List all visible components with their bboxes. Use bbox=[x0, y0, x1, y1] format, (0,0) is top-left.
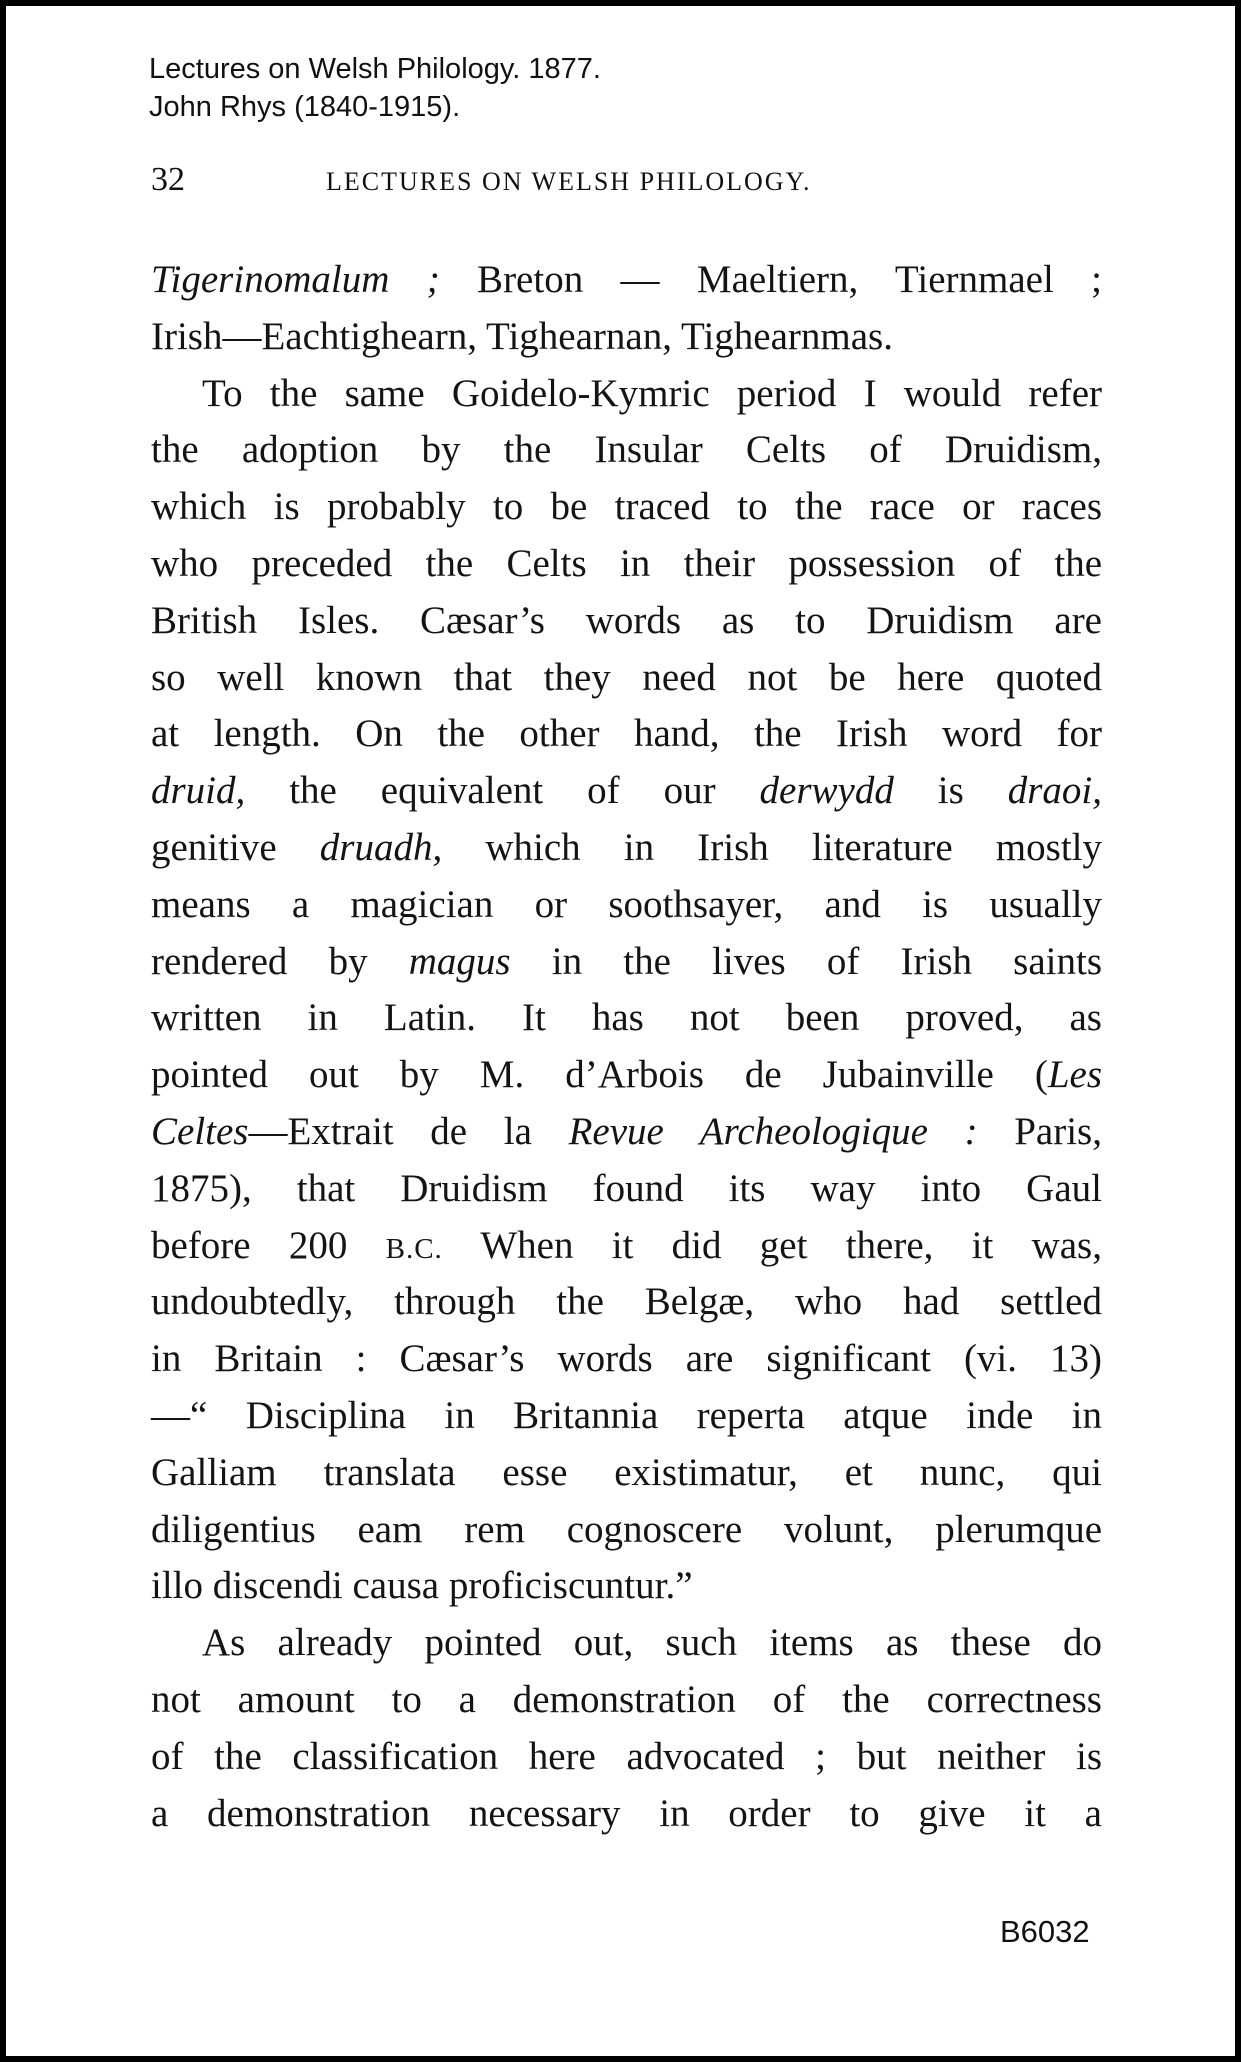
text-run: is bbox=[893, 769, 1008, 813]
text-run: genitive bbox=[151, 825, 320, 869]
text-line: not amount to a demonstration of the correctness bbox=[151, 1677, 1102, 1721]
text-line: who preceded the Celts in their possession of the bbox=[151, 541, 1102, 585]
text-line: a demonstration necessary in order to give it a bbox=[151, 1791, 1102, 1835]
text-run: which in Irish literature mostly bbox=[442, 825, 1102, 869]
text-line: undoubtedly, through the Belgæ, who had settled bbox=[151, 1280, 1102, 1324]
text-line: so well known that they need not be here quoted bbox=[151, 655, 1102, 699]
text-run: When it did get there, it was, bbox=[442, 1223, 1102, 1267]
archive-id: B6032 bbox=[1000, 1914, 1090, 1949]
text-run: Breton — Maeltiern, Tiernmael ; bbox=[439, 258, 1102, 301]
text-line: Galliam translata esse existimatur, et nunc, qui bbox=[151, 1450, 1102, 1494]
text-line: As already pointed out, such items as these do bbox=[202, 1621, 1102, 1665]
italic-term: magus bbox=[408, 939, 511, 983]
text-run: —Extrait de la bbox=[248, 1109, 569, 1153]
text-line: written in Latin. It has not been proved, as bbox=[151, 996, 1102, 1040]
text-run: in the lives of Irish saints bbox=[510, 939, 1102, 983]
text-line: illo discendi causa proficiscuntur.” bbox=[151, 1564, 693, 1608]
italic-term: Revue Archeologique : bbox=[568, 1109, 978, 1153]
italic-term: Celtes bbox=[151, 1109, 249, 1153]
text-run: before 200 bbox=[151, 1223, 386, 1267]
text-line bbox=[151, 1104, 1102, 1161]
italic-term: druid, bbox=[151, 769, 246, 813]
text-line: British Isles. Cæsar’s words as to Druidism are bbox=[151, 598, 1102, 642]
source-author-line: John Rhys (1840-1915). bbox=[149, 91, 461, 123]
source-title-line: Lectures on Welsh Philology. 1877. bbox=[149, 53, 601, 85]
text-line bbox=[151, 1218, 1102, 1275]
text-line: the adoption by the Insular Celts of Druidism, bbox=[151, 428, 1102, 472]
italic-term: draoi, bbox=[1007, 769, 1103, 813]
text-line: —“ Disciplina in Britannia reperta atque inde in bbox=[151, 1393, 1102, 1437]
text-line: 1875), that Druidism found its way into Gaul bbox=[151, 1166, 1102, 1210]
text-line: which is probably to be traced to the race or races bbox=[151, 485, 1102, 529]
text-run: rendered by bbox=[151, 939, 409, 983]
source-note bbox=[149, 50, 601, 126]
text-line: diligentius eam rem cognoscere volunt, plerumque bbox=[151, 1507, 1102, 1551]
text-line: To the same Goidelo-Kymric period I would refer bbox=[202, 371, 1102, 415]
text-line: means a magician or soothsayer, and is usually bbox=[151, 882, 1102, 926]
italic-term: druadh, bbox=[319, 825, 443, 869]
text-line bbox=[151, 252, 1102, 309]
text-line bbox=[151, 763, 1102, 820]
text-line: at length. On the other hand, the Irish word for bbox=[151, 712, 1102, 756]
text-run: Paris, bbox=[977, 1109, 1102, 1153]
text-line bbox=[151, 820, 1102, 877]
text-line: of the classification here advocated ; but neither is bbox=[151, 1734, 1102, 1778]
text-run: the equivalent of our bbox=[245, 769, 760, 813]
text-line bbox=[151, 934, 1102, 991]
text-line: Irish—Eachtighearn, Tighearnan, Tighearnmas. bbox=[151, 314, 893, 358]
running-head bbox=[149, 160, 1099, 200]
italic-term: derwydd bbox=[759, 769, 894, 813]
italic-term: Tigerinomalum ; bbox=[151, 258, 440, 301]
body-text bbox=[151, 252, 1102, 1842]
page-number: 32 bbox=[151, 161, 185, 198]
italic-term: Les bbox=[1047, 1053, 1102, 1097]
small-caps-abbrev: B.C. bbox=[385, 1232, 443, 1265]
text-run: pointed out by M. d’Arbois de Jubainville ( bbox=[151, 1053, 1048, 1097]
text-line: in Britain : Cæsar’s words are significant (vi. 13) bbox=[151, 1337, 1102, 1381]
running-title: LECTURES ON WELSH PHILOLOGY. bbox=[326, 167, 812, 196]
text-line bbox=[151, 1047, 1102, 1104]
